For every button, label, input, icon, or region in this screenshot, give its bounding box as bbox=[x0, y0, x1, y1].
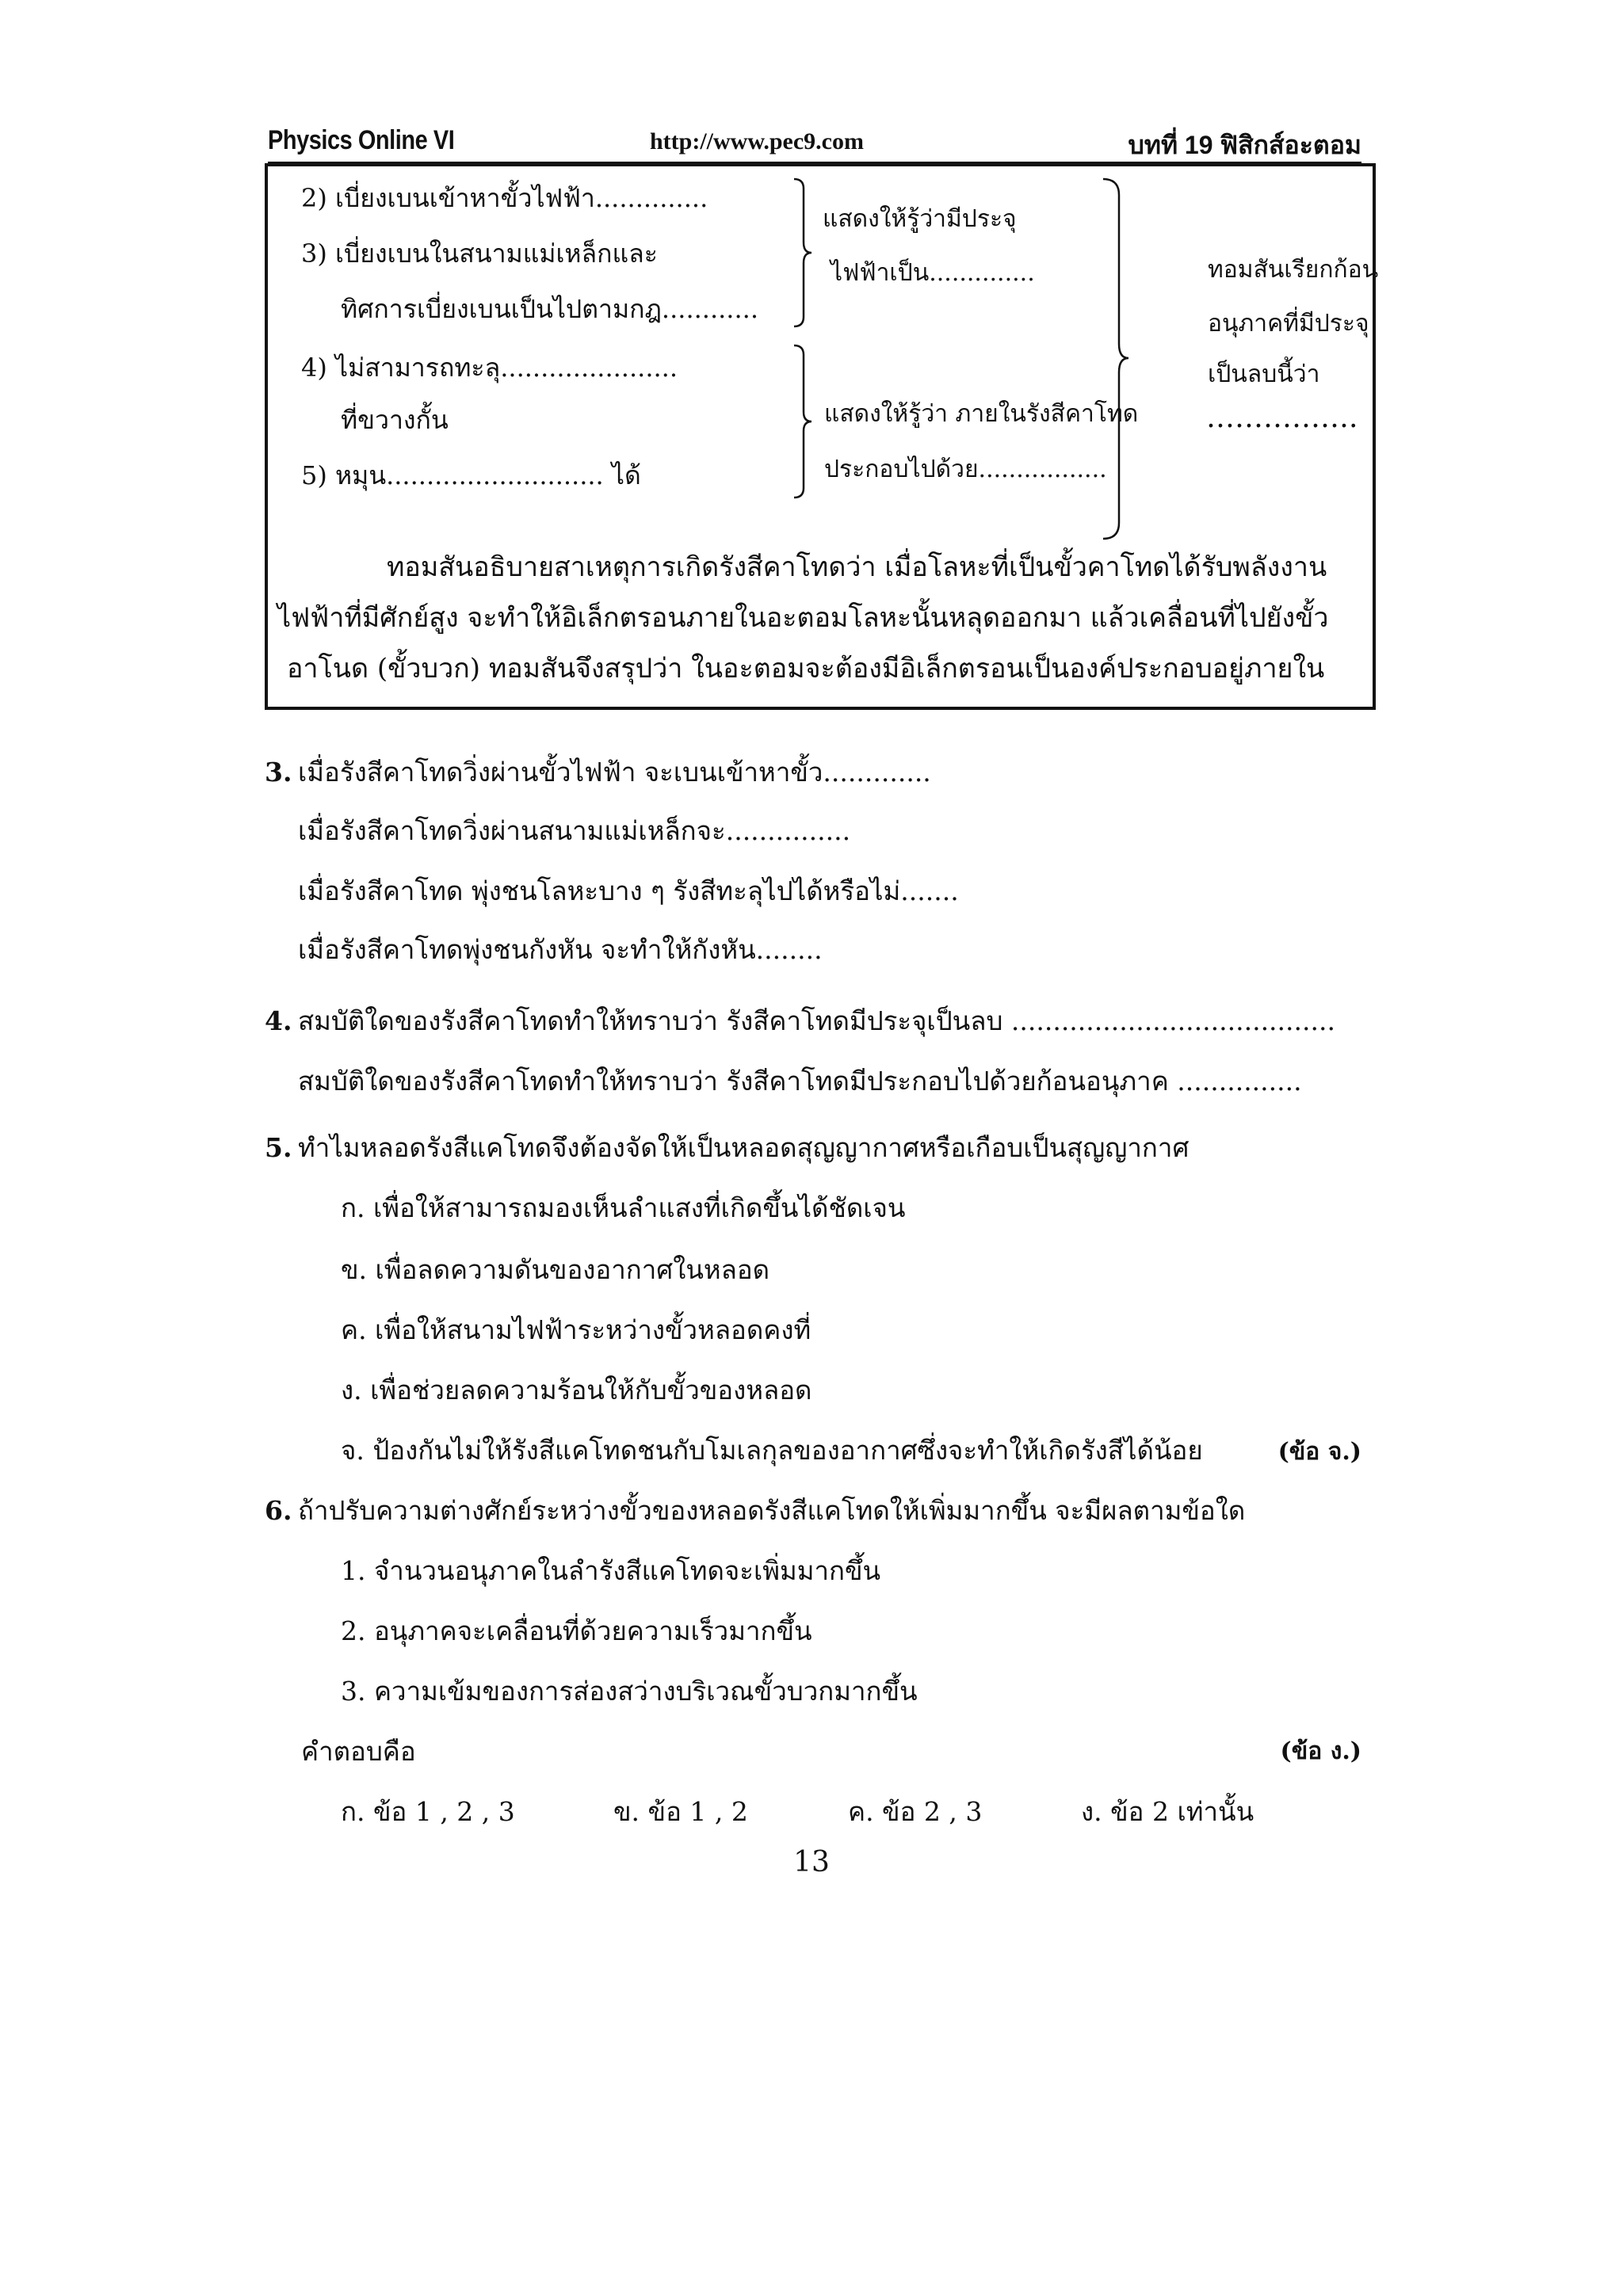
right-line2: อนุภาคที่มีประจุ bbox=[1208, 310, 1369, 338]
brace-group-1 bbox=[791, 177, 815, 328]
question-6-choice-a: ก. ข้อ 1 , 2 , 3 bbox=[341, 1796, 515, 1827]
question-3-line-3: เมื่อรังสีคาโทด พุ่งชนโลหะบาง ๆ รังสีทะลุไปได้หรือไม่....... bbox=[298, 875, 959, 906]
page-number: 13 bbox=[793, 1846, 830, 1878]
question-4-line-2: สมบัติใดของรังสีคาโทดทำให้ทราบว่า รังสีคาโทดมีประกอบไปด้วยก้อนอนุภาค ............... bbox=[298, 1066, 1302, 1097]
question-6 bbox=[265, 1497, 1366, 1830]
question-5-option-b: ข. เพื่อลดความดันของอากาศในหลอด bbox=[341, 1254, 770, 1285]
question-6-statement-3: 3. ความเข้มของการส่องสว่างบริเวณขั้วบวกมากขึ้น bbox=[341, 1676, 918, 1707]
question-6-choice-c: ค. ข้อ 2 , 3 bbox=[848, 1796, 983, 1827]
question-5-number: 5. bbox=[265, 1132, 292, 1163]
page-header bbox=[268, 125, 1361, 165]
question-6-choice-b: ข. ข้อ 1 , 2 bbox=[613, 1796, 748, 1827]
paragraph-line-2: ไฟฟ้าที่มีศักย์สูง จะทำให้อิเล็กตรอนภายในอะตอมโลหะนั้นหลุดออกมา แล้วเคลื่อนที่ไปยังขั้ว bbox=[277, 602, 1329, 634]
mid2-line1: แสดงให้รู้ว่า ภายในรังสีคาโทด bbox=[824, 400, 1139, 428]
box-item-3: 3) เบี่ยงเบนในสนามแม่เหล็กและ bbox=[301, 238, 658, 269]
box-item-3-cont: ทิศการเบี่ยงเบนเป็นไปตามกฎ............ bbox=[341, 294, 758, 324]
mid1-line1: แสดงให้รู้ว่ามีประจุ bbox=[823, 205, 1017, 233]
mid1-line2: ไฟฟ้าเป็น.............. bbox=[831, 259, 1035, 287]
box-item-4: 4) ไม่สามารถทะลุ...................... bbox=[301, 353, 678, 383]
question-6-statement-2: 2. อนุภาคจะเคลื่อนที่ด้วยความเร็วมากขึ้น bbox=[341, 1615, 812, 1646]
question-5-answer: (ข้อ จ.) bbox=[1277, 1438, 1361, 1466]
question-6-answer: (ข้อ ง.) bbox=[1280, 1737, 1361, 1765]
brace-summary bbox=[1100, 177, 1132, 542]
right-line3: เป็นลบนี้ว่า bbox=[1208, 360, 1320, 388]
paragraph-line-3: อาโนด (ขั้วบวก) ทอมสันจึงสรุปว่า ในอะตอมจะต้องมีอิเล็กตรอนเป็นองค์ประกอบอยู่ภายใน bbox=[287, 653, 1325, 685]
question-5-option-e: จ. ป้องกันไม่ให้รังสีแคโทดชนกับโมเลกุลของอากาศซึ่งจะทำให้เกิดรังสีได้น้อย bbox=[341, 1435, 1203, 1466]
question-4 bbox=[265, 1005, 1366, 1103]
header-chapter: บทที่ 19 ฟิสิกส์อะตอม bbox=[1128, 131, 1361, 159]
brace-group-2 bbox=[791, 344, 815, 499]
question-6-text: ถ้าปรับความต่างศักย์ระหว่างขั้วของหลอดรังสีแคโทดให้เพิ่มมากขึ้น จะมีผลตามข้อใด bbox=[298, 1495, 1246, 1526]
right-line1: ทอมสันเรียกก้อน bbox=[1208, 256, 1379, 284]
header-url: http://www.pec9.com bbox=[650, 128, 864, 154]
right-line4: ……………. bbox=[1206, 402, 1358, 434]
question-3 bbox=[265, 759, 1366, 973]
question-5-text: ทำไมหลอดรังสีแคโทดจึงต้องจัดให้เป็นหลอดสุญญากาศหรือเกือบเป็นสุญญากาศ bbox=[298, 1132, 1190, 1163]
question-5-option-c: ค. เพื่อให้สนามไฟฟ้าระหว่างขั้วหลอดคงที่ bbox=[341, 1314, 812, 1345]
box-item-4-cont: ที่ขวางกั้น bbox=[341, 405, 449, 435]
mid2-line2: ประกอบไปด้วย................. bbox=[824, 456, 1107, 483]
summary-box bbox=[265, 163, 1379, 710]
question-6-answer-label: คำตอบคือ bbox=[301, 1736, 416, 1767]
question-4-number: 4. bbox=[265, 1005, 292, 1036]
question-6-statement-1: 1. จำนวนอนุภาคในลำรังสีแคโทดจะเพิ่มมากขึ้น bbox=[341, 1555, 881, 1586]
header-site-name: Physics Online VI bbox=[268, 125, 455, 155]
box-item-2: 2) เบี่ยงเบนเข้าหาขั้วไฟฟ้า.............. bbox=[301, 183, 708, 213]
question-6-number: 6. bbox=[265, 1495, 292, 1526]
question-3-line-4: เมื่อรังสีคาโทดพุ่งชนกังหัน จะทำให้กังหัน........ bbox=[298, 934, 823, 965]
question-5 bbox=[265, 1132, 1366, 1467]
box-item-5: 5) หมุน........................... ได้ bbox=[301, 460, 641, 490]
question-3-number: 3. bbox=[265, 757, 292, 788]
question-3-line-2: เมื่อรังสีคาโทดวิ่งผ่านสนามแม่เหล็กจะ............... bbox=[298, 815, 851, 846]
question-4-line-1: สมบัติใดของรังสีคาโทดทำให้ทราบว่า รังสีคาโทดมีประจุเป็นลบ ....................................... bbox=[298, 1005, 1335, 1036]
question-5-option-d: ง. เพื่อช่วยลดความร้อนให้กับขั้วของหลอด bbox=[341, 1375, 812, 1405]
question-5-option-a: ก. เพื่อให้สามารถมองเห็นลำแสงที่เกิดขึ้นได้ชัดเจน bbox=[341, 1192, 906, 1223]
question-6-choice-d: ง. ข้อ 2 เท่านั้น bbox=[1081, 1796, 1254, 1827]
paragraph-line-1: ทอมสันอธิบายสาเหตุการเกิดรังสีคาโทดว่า เมื่อโลหะที่เป็นขั้วคาโทดได้รับพลังงาน bbox=[387, 551, 1327, 583]
question-3-line-1: เมื่อรังสีคาโทดวิ่งผ่านขั้วไฟฟ้า จะเบนเข้าหาขั้ว............. bbox=[298, 757, 931, 788]
thomson-paragraph bbox=[277, 542, 1369, 694]
